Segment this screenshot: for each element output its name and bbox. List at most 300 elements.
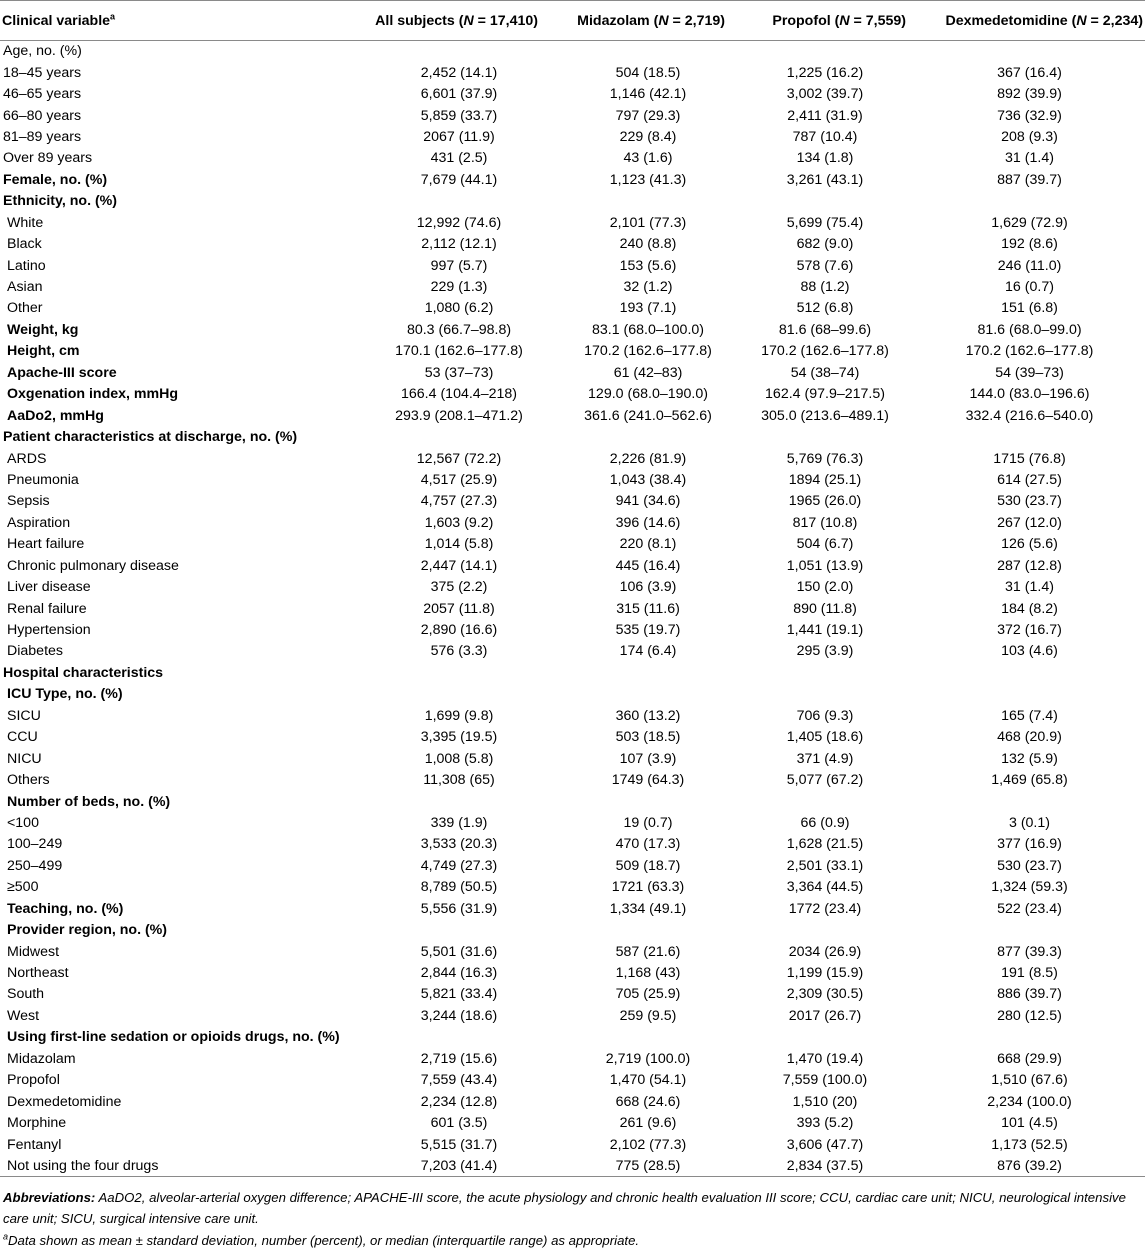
row-label: ICU Type, no. (%) [7, 686, 123, 703]
cell-all-subjects: 5,821 (33.4) [420, 986, 498, 1003]
cell-all-subjects: 431 (2.5) [430, 150, 488, 167]
row-label: South [7, 986, 45, 1003]
table-row [0, 619, 1145, 640]
row-label: Apache-III score [7, 364, 117, 381]
cell-propofol: 504 (6.7) [796, 536, 854, 553]
cell-dexmedetomidine: 736 (32.9) [997, 107, 1062, 124]
cell-dexmedetomidine: 126 (5.6) [1001, 536, 1058, 553]
row-label: Morphine [7, 1115, 67, 1132]
row-label: Midwest [7, 943, 60, 960]
table-row [0, 555, 1145, 576]
row-label: Midazolam [7, 1050, 76, 1067]
cell-dexmedetomidine: 877 (39.3) [997, 943, 1062, 960]
cell-dexmedetomidine: 468 (20.9) [997, 729, 1062, 746]
table-notes [0, 1177, 1145, 1251]
cell-dexmedetomidine: 31 (1.4) [1005, 579, 1054, 596]
cell-all-subjects: 8,789 (50.5) [420, 879, 498, 896]
cell-all-subjects: 2,452 (14.1) [420, 64, 498, 81]
cell-dexmedetomidine [914, 791, 1145, 812]
cell-midazolam: 1,168 (43) [615, 965, 681, 982]
cell-dexmedetomidine: 892 (39.9) [997, 86, 1062, 103]
cell-dexmedetomidine: 144.0 (83.0–196.6) [969, 386, 1090, 403]
row-label: 100–249 [7, 836, 63, 853]
cell-all-subjects: 2,844 (16.3) [420, 965, 498, 982]
row-label: Renal failure [7, 600, 87, 617]
cell-propofol: 1,628 (21.5) [786, 836, 864, 853]
row-label: Over 89 years [3, 150, 93, 167]
cell-midazolam: 941 (34.6) [615, 493, 681, 510]
cell-all-subjects: 5,515 (31.7) [420, 1136, 498, 1153]
table-row [0, 1027, 1145, 1048]
cell-midazolam: 1721 (63.3) [611, 879, 685, 896]
table-row [0, 812, 1145, 833]
table-row [0, 83, 1145, 104]
cell-midazolam [560, 41, 736, 62]
cell-propofol: 1,470 (19.4) [786, 1050, 864, 1067]
row-label: Others [7, 772, 50, 789]
row-label: Patient characteristics at discharge, no. (%) [3, 429, 298, 446]
cell-propofol: 3,606 (47.7) [786, 1136, 864, 1153]
row-label: White [7, 214, 44, 231]
row-label: Diabetes [7, 643, 63, 660]
cell-all-subjects [358, 1027, 560, 1048]
cell-dexmedetomidine: 1,510 (67.6) [991, 1072, 1068, 1089]
table-row [0, 169, 1145, 190]
cell-propofol: 88 (1.2) [800, 279, 850, 296]
cell-all-subjects: 375 (2.2) [430, 579, 488, 596]
table-row [0, 448, 1145, 469]
cell-propofol: 393 (5.2) [796, 1115, 854, 1132]
table-row [0, 255, 1145, 276]
cell-propofol: 371 (4.9) [796, 750, 854, 767]
cell-all-subjects: 170.1 (162.6–177.8) [395, 343, 523, 360]
cell-dexmedetomidine: 184 (8.2) [1001, 600, 1058, 617]
cell-dexmedetomidine: 267 (12.0) [997, 514, 1062, 531]
table-row [0, 384, 1145, 405]
cell-dexmedetomidine: 132 (5.9) [1001, 750, 1058, 767]
cell-all-subjects: 601 (3.5) [430, 1115, 488, 1132]
cell-midazolam: 470 (17.3) [615, 836, 681, 853]
cell-all-subjects: 5,556 (31.9) [420, 900, 498, 917]
table-row [0, 62, 1145, 83]
cell-midazolam: 445 (16.4) [615, 557, 681, 574]
cell-propofol: 162.4 (97.9–217.5) [765, 386, 885, 403]
cell-all-subjects: 3,395 (19.5) [420, 729, 498, 746]
row-label: Not using the four drugs [0, 1155, 358, 1176]
cell-midazolam: 2,226 (81.9) [609, 450, 687, 467]
cell-dexmedetomidine: 332.4 (216.6–540.0) [965, 407, 1094, 424]
row-label: 81–89 years [3, 128, 82, 145]
column-header-midazolam: Midazolam (N = 2,719) [560, 1, 736, 41]
cell-all-subjects: 7,559 (43.4) [420, 1072, 498, 1089]
cell-midazolam: 261 (9.6) [619, 1115, 677, 1132]
table-row [0, 877, 1145, 898]
row-label: Ethnicity, no. (%) [3, 193, 118, 210]
cell-all-subjects: 229 (1.3) [430, 279, 488, 296]
cell-dexmedetomidine: 54 (39–73) [995, 364, 1064, 381]
cell-dexmedetomidine: 165 (7.4) [1001, 707, 1058, 724]
cell-midazolam [560, 1027, 736, 1048]
cell-all-subjects: 576 (3.3) [430, 643, 488, 660]
cell-propofol [736, 919, 914, 940]
cell-propofol: 3,261 (43.1) [786, 171, 864, 188]
cell-all-subjects: 5,501 (31.6) [420, 943, 498, 960]
table-row [0, 791, 1145, 812]
cell-dexmedetomidine: 103 (4.6) [1001, 643, 1058, 660]
cell-propofol: 787 (10.4) [792, 128, 858, 145]
row-label: 18–45 years [3, 64, 82, 81]
cell-dexmedetomidine [914, 919, 1145, 940]
table-row [0, 898, 1145, 919]
cell-propofol: 3,364 (44.5) [786, 879, 864, 896]
cell-midazolam: 240 (8.8) [619, 236, 677, 253]
cell-midazolam: 504 (18.5) [615, 64, 681, 81]
row-label: Black [7, 236, 42, 253]
cell-midazolam: 2,719 (100.0) [605, 1050, 691, 1067]
row-label: Age, no. (%) [3, 43, 82, 60]
cell-all-subjects: 11,308 (65) [423, 772, 495, 789]
cell-dexmedetomidine: 522 (23.4) [997, 900, 1062, 917]
cell-dexmedetomidine: 151 (6.8) [1001, 300, 1058, 317]
cell-midazolam: 1,334 (49.1) [609, 900, 687, 917]
row-label: Latino [7, 257, 46, 274]
row-label: Aspiration [7, 514, 71, 531]
table-row [0, 727, 1145, 748]
table-row [0, 534, 1145, 555]
cell-all-subjects: 2067 (11.9) [423, 128, 495, 145]
row-label: Female, no. (%) [3, 171, 108, 188]
cell-dexmedetomidine [914, 662, 1145, 683]
cell-propofol: 295 (3.9) [796, 643, 854, 660]
column-header-propofol: Propofol (N = 7,559) [736, 1, 914, 41]
table-row [0, 298, 1145, 319]
table-row [0, 233, 1145, 254]
cell-midazolam: 1,123 (41.3) [609, 171, 687, 188]
cell-all-subjects [358, 191, 560, 212]
cell-midazolam: 174 (6.4) [619, 643, 677, 660]
cell-dexmedetomidine: 16 (0.7) [1005, 279, 1054, 296]
cell-midazolam [560, 662, 736, 683]
cell-dexmedetomidine: 372 (16.7) [997, 622, 1062, 639]
cell-all-subjects: 2,234 (12.8) [420, 1093, 498, 1110]
cell-propofol: 170.2 (162.6–177.8) [761, 343, 889, 360]
row-label: Teaching, no. (%) [7, 900, 124, 917]
cell-all-subjects: 2,719 (15.6) [420, 1050, 498, 1067]
cell-dexmedetomidine [914, 426, 1145, 447]
row-label: NICU [7, 750, 42, 767]
cell-dexmedetomidine: 287 (12.8) [997, 557, 1062, 574]
table-row [0, 769, 1145, 790]
cell-midazolam: 2,101 (77.3) [609, 214, 687, 231]
cell-all-subjects: 7,203 (41.4) [358, 1155, 560, 1176]
cell-propofol: 2034 (26.9) [788, 943, 862, 960]
table-row [0, 319, 1145, 340]
cell-midazolam: 32 (1.2) [623, 279, 673, 296]
cell-propofol: 3,002 (39.7) [786, 86, 864, 103]
cell-propofol: 682 (9.0) [796, 236, 854, 253]
cell-propofol: 1894 (25.1) [788, 471, 862, 488]
cell-all-subjects: 6,601 (37.9) [420, 86, 498, 103]
cell-dexmedetomidine: 31 (1.4) [1005, 150, 1054, 167]
cell-dexmedetomidine: 246 (11.0) [997, 257, 1062, 274]
cell-midazolam: 220 (8.1) [619, 536, 677, 553]
cell-propofol [736, 191, 914, 212]
cell-midazolam: 668 (24.6) [615, 1093, 681, 1110]
cell-dexmedetomidine: 1715 (76.8) [993, 450, 1066, 467]
cell-all-subjects: 2,447 (14.1) [420, 557, 498, 574]
cell-midazolam: 1749 (64.3) [611, 772, 685, 789]
cell-all-subjects: 7,679 (44.1) [420, 171, 498, 188]
cell-all-subjects: 4,757 (27.3) [420, 493, 498, 510]
table-row [0, 598, 1145, 619]
row-label: Oxgenation index, mmHg [7, 386, 179, 403]
cell-dexmedetomidine: 101 (4.5) [1001, 1115, 1058, 1132]
cell-midazolam: 193 (7.1) [619, 300, 677, 317]
table-row [0, 1112, 1145, 1133]
cell-dexmedetomidine: 208 (9.3) [1001, 128, 1058, 145]
table-row [0, 512, 1145, 533]
table-row [0, 276, 1145, 297]
cell-all-subjects [358, 426, 560, 447]
cell-midazolam: 1,146 (42.1) [609, 86, 687, 103]
table-row [0, 641, 1145, 662]
cell-dexmedetomidine: 2,234 (100.0) [987, 1093, 1072, 1110]
row-label: Fentanyl [7, 1136, 62, 1153]
cell-propofol: 66 (0.9) [800, 814, 850, 831]
cell-midazolam: 775 (28.5) [560, 1155, 736, 1176]
cell-midazolam: 2,102 (77.3) [609, 1136, 687, 1153]
cell-propofol: 1,405 (18.6) [786, 729, 864, 746]
cell-midazolam: 1,470 (54.1) [609, 1072, 687, 1089]
cell-propofol [736, 41, 914, 62]
cell-all-subjects [358, 684, 560, 705]
row-label: CCU [7, 729, 38, 746]
cell-all-subjects: 1,080 (6.2) [424, 300, 494, 317]
cell-midazolam: 129.0 (68.0–190.0) [588, 386, 708, 403]
cell-all-subjects: 3,244 (18.6) [420, 1007, 498, 1024]
table-row [0, 1155, 1145, 1176]
cell-dexmedetomidine [914, 684, 1145, 705]
cell-midazolam [560, 919, 736, 940]
table-row [0, 212, 1145, 233]
cell-dexmedetomidine: 377 (16.9) [997, 836, 1062, 853]
table-row [0, 855, 1145, 876]
cell-dexmedetomidine: 887 (39.7) [997, 171, 1062, 188]
table-row [0, 748, 1145, 769]
cell-midazolam [560, 426, 736, 447]
cell-propofol: 2,501 (33.1) [786, 857, 864, 874]
table-row [0, 1134, 1145, 1155]
row-label: ARDS [7, 450, 47, 467]
cell-dexmedetomidine: 886 (39.7) [997, 986, 1062, 1003]
cell-dexmedetomidine [914, 41, 1145, 62]
cell-propofol: 5,699 (75.4) [786, 214, 864, 231]
cell-propofol: 1965 (26.0) [788, 493, 862, 510]
row-label: Using first-line sedation or opioids drugs, no. (%) [7, 1029, 340, 1046]
row-label: Heart failure [7, 536, 85, 553]
cell-propofol: 2,834 (37.5) [736, 1155, 914, 1176]
table-row [0, 984, 1145, 1005]
cell-midazolam: 797 (29.3) [615, 107, 681, 124]
cell-dexmedetomidine: 530 (23.7) [997, 857, 1062, 874]
cell-midazolam: 83.1 (68.0–100.0) [591, 321, 704, 338]
row-label: SICU [7, 707, 41, 724]
cell-midazolam: 705 (25.9) [615, 986, 681, 1003]
cell-midazolam [560, 684, 736, 705]
cell-propofol: 134 (1.8) [796, 150, 854, 167]
table-row [0, 576, 1145, 597]
cell-all-subjects: 166.4 (104.4–218) [401, 386, 517, 403]
row-label: <100 [7, 814, 39, 831]
cell-midazolam [560, 791, 736, 812]
cell-midazolam: 259 (9.5) [619, 1007, 677, 1024]
row-label: Height, cm [7, 343, 80, 360]
cell-propofol: 890 (11.8) [793, 600, 857, 617]
cell-dexmedetomidine [914, 191, 1145, 212]
table-body [0, 41, 1145, 1177]
row-label: 250–499 [7, 857, 63, 874]
cell-midazolam: 229 (8.4) [619, 128, 677, 145]
abbreviations-note: Abbreviations: AaDO2, alveolar-arterial oxygen difference; APACHE-III score, the acute physiology and chronic health evaluation III score; CCU, cardiac care unit; NICU, neurological intensive care unit; SICU, surgical intensive care unit. [3, 1190, 1126, 1227]
cell-midazolam: 170.2 (162.6–177.8) [584, 343, 712, 360]
cell-all-subjects [358, 791, 560, 812]
column-header-clinical-variable: Clinical variable$^a$ [0, 1, 358, 41]
cell-midazolam: 43 (1.6) [623, 150, 673, 167]
table-row [0, 191, 1145, 212]
cell-propofol: 150 (2.0) [796, 579, 854, 596]
row-label: ≥500 [7, 879, 39, 896]
cell-all-subjects: 1,014 (5.8) [424, 536, 494, 553]
cell-all-subjects [358, 41, 560, 62]
cell-propofol: 1,225 (16.2) [786, 64, 864, 81]
cell-midazolam: 1,043 (38.4) [609, 471, 687, 488]
cell-midazolam: 535 (19.7) [615, 622, 681, 639]
column-header-all-subjects: All subjects (N = 17,410) [358, 1, 560, 41]
row-label: 46–65 years [3, 86, 82, 103]
table-row [0, 469, 1145, 490]
cell-dexmedetomidine: 170.2 (162.6–177.8) [965, 343, 1094, 360]
cell-propofol: 1,510 (20) [792, 1093, 858, 1110]
cell-midazolam: 503 (18.5) [615, 729, 681, 746]
row-label: West [7, 1007, 40, 1024]
cell-all-subjects: 2057 (11.8) [423, 600, 495, 617]
cell-dexmedetomidine: 876 (39.2) [914, 1155, 1145, 1176]
table-row [0, 362, 1145, 383]
cell-midazolam: 153 (5.6) [619, 257, 677, 274]
row-label: Weight, kg [7, 321, 79, 338]
cell-propofol [736, 684, 914, 705]
table-row [0, 941, 1145, 962]
cell-propofol: 5,077 (67.2) [786, 772, 864, 789]
cell-propofol: 5,769 (76.3) [786, 450, 864, 467]
cell-propofol: 7,559 (100.0) [782, 1072, 868, 1089]
table-row [0, 491, 1145, 512]
cell-midazolam: 587 (21.6) [615, 943, 681, 960]
cell-propofol: 2017 (26.7) [788, 1007, 862, 1024]
cell-all-subjects: 997 (5.7) [430, 257, 488, 274]
cell-all-subjects: 2,112 (12.1) [421, 236, 497, 253]
cell-propofol: 1,199 (15.9) [786, 965, 864, 982]
cell-propofol: 2,411 (31.9) [787, 107, 863, 124]
row-label: Hospital characteristics [3, 664, 164, 681]
cell-propofol: 578 (7.6) [796, 257, 854, 274]
row-label: Sepsis [7, 493, 50, 510]
table-row [0, 705, 1145, 726]
cell-propofol [736, 791, 914, 812]
cell-propofol [736, 426, 914, 447]
cell-propofol: 817 (10.8) [792, 514, 858, 531]
table-row [0, 1048, 1145, 1069]
cell-all-subjects: 4,749 (27.3) [420, 857, 498, 874]
row-label: Pneumonia [7, 471, 79, 488]
cell-midazolam: 396 (14.6) [615, 514, 681, 531]
column-header-dexmedetomidine: Dexmedetomidine (N = 2,234) [914, 1, 1145, 41]
cell-midazolam: 315 (11.6) [616, 600, 680, 617]
cell-all-subjects: 5,859 (33.7) [420, 107, 498, 124]
cell-midazolam: 360 (13.2) [615, 707, 681, 724]
table-row [0, 1091, 1145, 1112]
cell-dexmedetomidine: 1,324 (59.3) [991, 879, 1068, 896]
cell-all-subjects: 2,890 (16.6) [420, 622, 498, 639]
cell-dexmedetomidine: 1,629 (72.9) [991, 214, 1068, 231]
cell-dexmedetomidine: 1,173 (52.5) [991, 1136, 1068, 1153]
cell-propofol: 81.6 (68–99.6) [778, 321, 872, 338]
table-row [0, 126, 1145, 147]
cell-all-subjects: 1,603 (9.2) [424, 514, 494, 531]
table-row [0, 962, 1145, 983]
table-row [0, 405, 1145, 426]
cell-dexmedetomidine [914, 1027, 1145, 1048]
cell-all-subjects: 1,699 (9.8) [424, 707, 494, 724]
cell-midazolam: 361.6 (241.0–562.6) [584, 407, 712, 424]
row-label: Dexmedetomidine [7, 1093, 122, 1110]
cell-all-subjects: 339 (1.9) [430, 814, 488, 831]
table-row [0, 341, 1145, 362]
cell-propofol [736, 662, 914, 683]
cell-dexmedetomidine: 614 (27.5) [997, 471, 1062, 488]
cell-dexmedetomidine: 530 (23.7) [997, 493, 1062, 510]
row-label: Asian [7, 279, 43, 296]
cell-midazolam: 61 (42–83) [613, 364, 683, 381]
cell-dexmedetomidine: 280 (12.5) [997, 1007, 1062, 1024]
table-row [0, 1005, 1145, 1026]
cell-dexmedetomidine: 81.6 (68.0–99.0) [977, 321, 1082, 338]
table-row [0, 1070, 1145, 1091]
row-label: Other [7, 300, 43, 317]
cell-midazolam [560, 191, 736, 212]
cell-propofol: 54 (38–74) [790, 364, 860, 381]
row-label: Propofol [7, 1072, 60, 1089]
cell-all-subjects: 293.9 (208.1–471.2) [395, 407, 523, 424]
row-label: 66–80 years [3, 107, 82, 124]
table-row [0, 662, 1145, 683]
cell-all-subjects: 12,992 (74.6) [416, 214, 502, 231]
row-label: Liver disease [7, 579, 91, 596]
table-row [0, 41, 1145, 62]
cell-dexmedetomidine: 668 (29.9) [997, 1050, 1062, 1067]
table-row [0, 105, 1145, 126]
cell-all-subjects: 1,008 (5.8) [424, 750, 494, 767]
cell-propofol: 512 (6.8) [796, 300, 854, 317]
cell-all-subjects: 3,533 (20.3) [420, 836, 498, 853]
table-row [0, 919, 1145, 940]
cell-all-subjects: 4,517 (25.9) [420, 471, 498, 488]
row-label: Provider region, no. (%) [7, 922, 168, 939]
cell-dexmedetomidine: 367 (16.4) [997, 64, 1062, 81]
cell-propofol: 706 (9.3) [796, 707, 854, 724]
cell-propofol: 1,441 (19.1) [786, 622, 864, 639]
cell-dexmedetomidine: 3 (0.1) [1008, 814, 1050, 831]
